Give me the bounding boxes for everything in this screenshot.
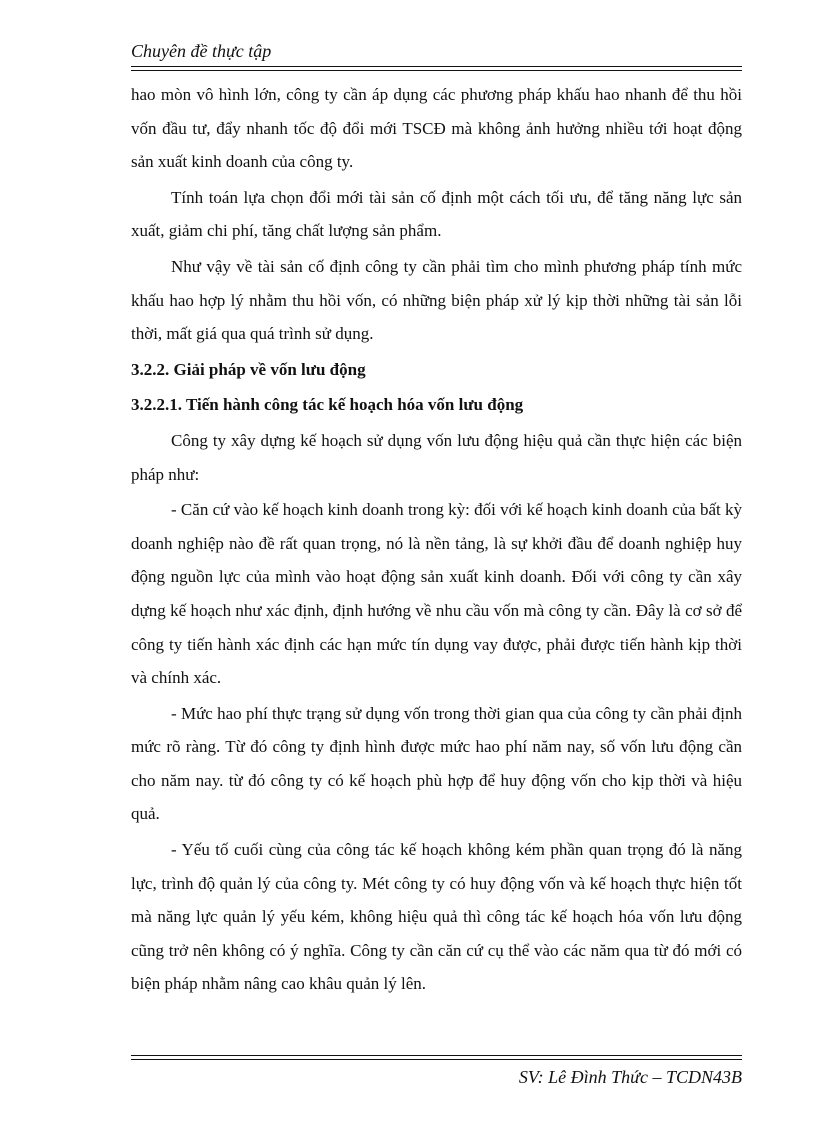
document-body (131, 78, 742, 1003)
paragraph-planning-intro: Công ty xây dựng kế hoạch sử dụng vốn lưu động hiệu quả cần thực hiện các biện pháp như: (131, 430, 742, 484)
section-heading-working-capital: 3.2.2. Giải pháp về vốn lưu động (131, 359, 366, 379)
paragraph-depreciation-method: Như vậy về tài sản cố định công ty cần phải tìm cho mình phương pháp tính mức khấu hao hợp lý nhằm thu hồi vốn, có những biện pháp xử lý kịp thời những tài sản lỗi thời, mất giá qua quá trình sử dụng. (131, 256, 742, 344)
page-footer-author: SV: Lê Đình Thức – TCDN43B (518, 1067, 742, 1087)
bullet-business-plan: - Căn cứ vào kế hoạch kinh doanh trong kỳ: đối với kế hoạch kinh doanh của bất kỳ doanh nghiệp nào đề rất quan trọng, nó là nền tảng, là sự khởi đầu để doanh nghiệp huy động nguồn lực của mình vào hoạt động sản xuất kinh doanh. Đối với công ty cần xây dựng kế hoạch như xác định, định hướng về nhu cầu vốn mà công ty cần. Đây là cơ sở để công ty tiến hành xác định các hạn mức tín dụng vay được, phải được tiến hành kịp thời và chính xác. (131, 500, 742, 688)
bullet-cost-norms: - Mức hao phí thực trạng sử dụng vốn trong thời gian qua của công ty cần phải định mức rõ ràng. Từ đó công ty định hình được mức hao phí năm nay, số vốn lưu động cần cho năm nay. từ đó công ty có kế hoạch phù hợp để huy động vốn cho kịp thời và hiệu quả. (131, 703, 742, 824)
header-double-rule (131, 66, 742, 71)
bullet-management-capacity: - Yếu tố cuối cùng của công tác kế hoạch không kém phần quan trọng đó là năng lực, trình độ quản lý của công ty. Mét công ty có huy động vốn và kế hoạch thực hiện tốt mà năng lực quản lý yếu kém, không hiệu quả thì công tác kế hoạch hóa vốn lưu động cũng trở nên không có ý nghĩa. Công ty cần căn cứ cụ thể vào các năm qua từ đó mới có biện pháp nhằm nâng cao khâu quản lý lên. (131, 840, 742, 994)
paragraph-fixed-asset-renewal: Tính toán lựa chọn đổi mới tài sản cố định một cách tối ưu, để tăng năng lực sản xuất, giảm chi phí, tăng chất lượng sản phẩm. (131, 187, 742, 241)
page-header-title: Chuyên đề thực tập (131, 41, 272, 61)
paragraph-continuation: hao mòn vô hình lớn, công ty cần áp dụng các phương pháp khấu hao nhanh để thu hồi vốn đầu tư, đẩy nhanh tốc độ đổi mới TSCĐ mà không ảnh hưởng nhiều tới hoạt động sản xuất kinh doanh của công ty. (131, 85, 742, 172)
subsection-heading-capital-planning: 3.2.2.1. Tiến hành công tác kế hoạch hóa vốn lưu động (131, 395, 524, 415)
footer-double-rule (131, 1055, 742, 1060)
